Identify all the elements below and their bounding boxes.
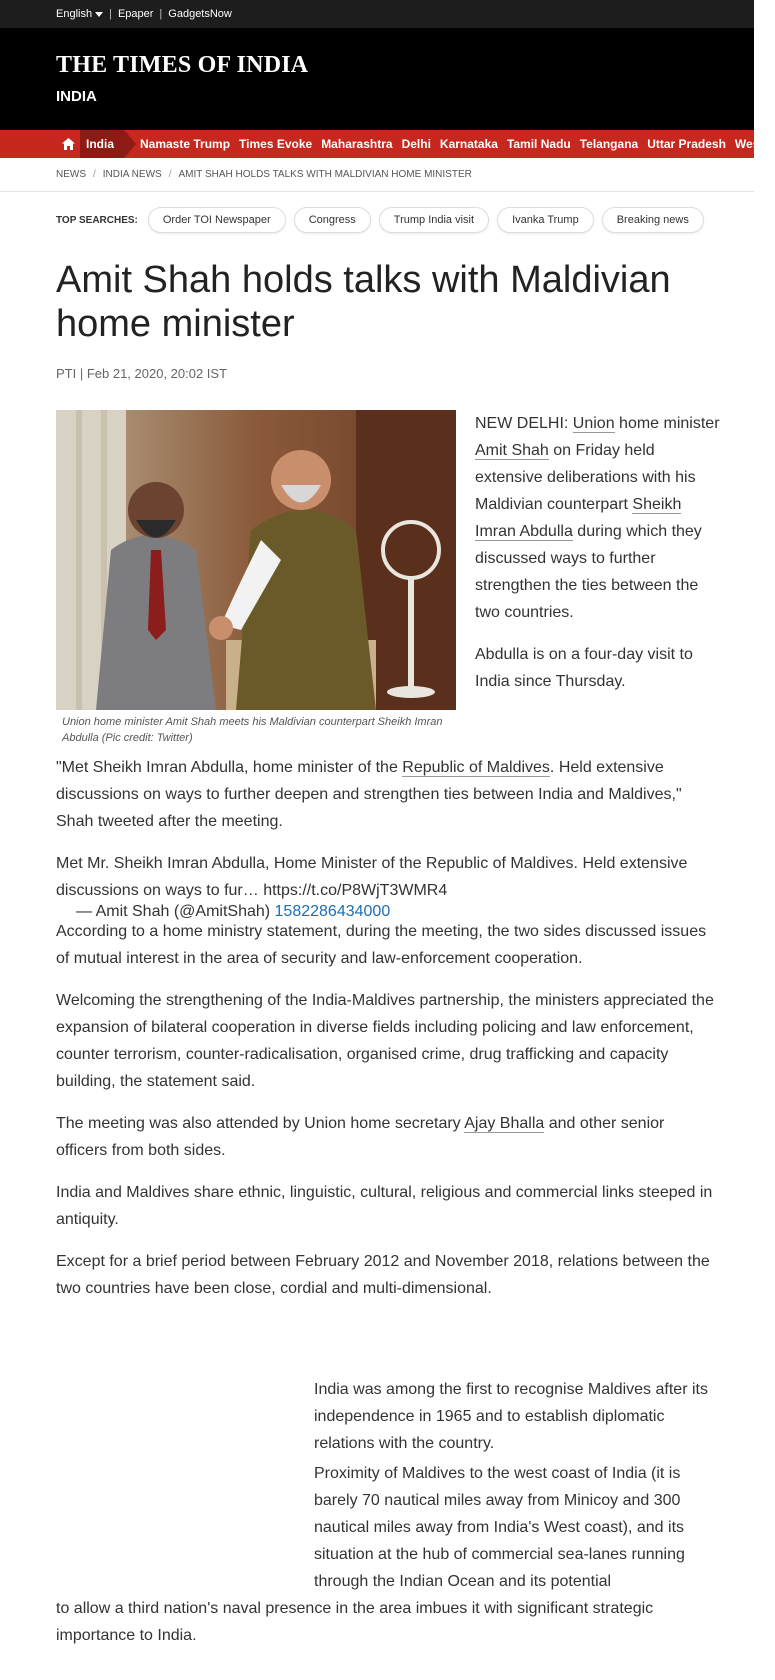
photo-illustration [56,410,456,710]
search-chip[interactable]: Congress [294,207,371,233]
sheikh-imran-abdulla-link[interactable]: Sheikh Imran Abdulla [475,496,682,540]
language-selector[interactable] [56,8,103,20]
main-navigation [0,130,775,158]
epaper-link[interactable]: Epaper [117,8,154,20]
article-body [56,754,716,1317]
republic-of-maldives-link[interactable]: Republic of Maldives [402,759,550,776]
nav-item[interactable]: West B [734,137,775,151]
nav-item[interactable]: Telangana [579,137,639,151]
tweet-author [76,902,390,922]
body-paragraph: to allow a third nation's naval presence in the area imbues it with significant strategic importance to India. [56,1600,654,1644]
breadcrumb-separator: / [168,169,172,180]
nav-item[interactable]: Tamil Nadu [506,137,571,151]
nav-items [140,130,775,158]
ajay-bhalla-link[interactable]: Ajay Bhalla [464,1115,545,1132]
article-byline: PTI | Feb 21, 2020, 20:02 IST [56,366,228,381]
photo-caption: Union home minister Amit Shah meets his Maldivian counterpart Sheikh Imran Abdulla (Pic credit: Twitter) [62,716,443,744]
lead-paragraph [475,410,725,626]
text-run: . Held extensive discussions on ways to further deepen and strengthen ties between India and Maldives," Shah tweeted after the meeting. [56,759,682,830]
text-run: The meeting was also attended by Union home secretary [56,1115,465,1132]
quote-paragraph [56,754,716,835]
lead-column [475,410,725,710]
body-paragraph: India and Maldives share ethnic, linguistic, cultural, religious and commercial links steeped in antiquity. [56,1184,713,1228]
article-headline: Amit Shah holds talks with Maldivian home minister [56,259,671,345]
text-run: NEW DELHI: [475,415,573,432]
breadcrumb [56,169,472,180]
search-chip[interactable]: Ivanka Trump [497,207,594,233]
divider: | [109,8,112,20]
text-run: "Met Sheikh Imran Abdulla, home minister of the [56,759,403,776]
breadcrumb-separator: / [93,169,96,180]
nav-item[interactable]: Times Evoke [239,137,313,151]
nav-item[interactable]: Maharashtra [321,137,393,151]
site-logo[interactable]: THE TIMES OF INDIA [56,52,309,78]
home-icon [62,138,75,150]
body-paragraph: Welcoming the strengthening of the India-Maldives partnership, the ministers appreciated the expansion of bilateral cooperation in diverse fields including policing and law enforcement, counter terrorism, counter-radicalisation, organised crime, drug trafficking and capacity building, the statement said. [56,992,714,1090]
chevron-down-icon [95,12,103,17]
tweet-link[interactable]: 1582286434000 [274,903,391,920]
breadcrumb-item[interactable]: INDIA NEWS [102,169,162,180]
breadcrumb-bar [0,158,754,192]
search-chip[interactable]: Trump India visit [379,207,489,233]
union-link[interactable]: Union [572,415,615,432]
language-label: English [56,8,93,20]
body-paragraph: Except for a brief period between February 2012 and November 2018, relations between the two countries have been close, cordial and multi-dimensional. [56,1253,710,1297]
top-searches-label: TOP SEARCHES: [56,214,138,226]
body-paragraph: According to a home ministry statement, during the meeting, the two sides discussed issues of mutual interest in the area of security and law-enforcement cooperation. [56,923,707,967]
search-chip[interactable]: Order TOI Newspaper [148,207,286,233]
nav-item-india[interactable]: India [80,130,124,158]
tweet-text: Met Mr. Sheikh Imran Abdulla, Home Minister of the Republic of Maldives. Held extensive discussions on ways to fur… https://t.co/P8WjT3WMR4 [56,855,688,899]
embedded-tweet [56,850,716,920]
masthead [0,28,754,130]
indented-column [314,1376,724,1472]
nav-item[interactable]: Uttar Pradesh [647,137,726,151]
body-paragraph [56,1110,716,1164]
nav-item[interactable]: Delhi [401,137,431,151]
lead-paragraph: Abdulla is on a four-day visit to India since Thursday. [475,646,693,690]
body-paragraph: Proximity of Maldives to the west coast of India (it is barely 70 nautical miles away from Minicoy and 300 nautical miles away from India's West coast), and its situation at the hub of commercial sea-lanes running through the Indian Ocean and its potential [314,1465,685,1590]
nav-item[interactable]: Karnataka [439,137,498,151]
article-photo [56,410,456,710]
divider: | [159,8,163,20]
tweet-author-name: — Amit Shah (@AmitShah) [76,903,275,920]
nav-item[interactable]: Namaste Trump [140,137,231,151]
body-paragraph: India was among the first to recognise Maldives after its independence in 1965 and to establish diplomatic relations with the country. [314,1381,708,1452]
search-chip[interactable]: Breaking news [602,207,704,233]
text-run: home minister [614,415,720,432]
amit-shah-link[interactable]: Amit Shah [475,442,549,459]
edition-label: INDIA [56,88,97,105]
gadgetsnow-link[interactable]: GadgetsNow [168,8,232,20]
text-run: during which they discussed ways to further strengthen the ties between the two countries. [475,523,702,621]
top-searches [56,207,712,233]
text-run: and other senior officers from both sides. [56,1115,665,1159]
breadcrumb-item[interactable]: NEWS [56,169,86,180]
paragraph-continuation [56,1595,726,1649]
home-button[interactable] [56,130,80,158]
indented-column [314,1460,724,1595]
breadcrumb-current: AMIT SHAH HOLDS TALKS WITH MALDIVIAN HOME MINISTER [178,169,472,180]
top-utility-bar [0,0,754,28]
text-run: on Friday held extensive deliberations with his Maldivian counterpart [475,442,696,513]
